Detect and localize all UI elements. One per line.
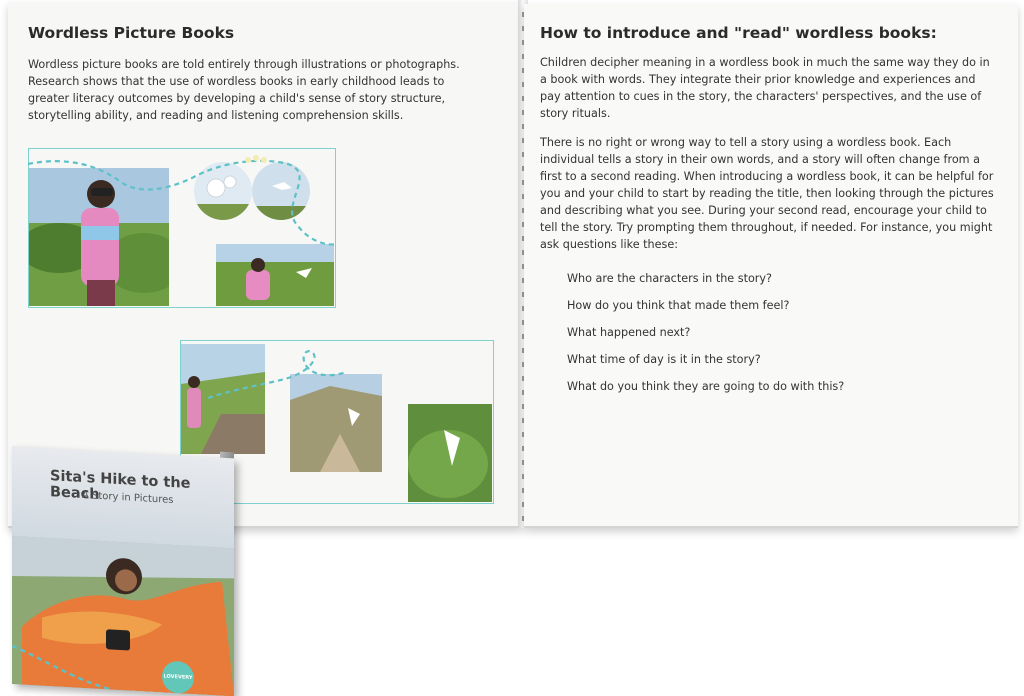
question-item: What do you think they are going to do with this? (567, 380, 845, 393)
photo-kite-bush (408, 404, 492, 502)
question-item: What time of day is it in the story? (567, 353, 761, 366)
right-page-paragraph-2: There is no right or wrong way to tell a story using a wordless book. Each individual tells a story in their own words, and a story will often change from a first to a second reading. When introducing a wordless book, it can be helpful for you and your child to start by reading the title, then looking through the pictures and describing what you see. During your second read, encourage your child to tell the story. Try prompting them throughout, if needed. For instance, you might ask questions like these: (540, 136, 994, 251)
right-page (524, 4, 1018, 528)
question-item: Who are the characters in the story? (567, 272, 772, 285)
mini-book-title: Sita's Hike to the Beach (50, 468, 191, 503)
question-item: What happened next? (567, 326, 691, 339)
left-page-body: Wordless picture books are told entirely through illustrations or photographs. Research shows that the use of wordless books in early childhood leads to greater literacy outcomes by developing a child's sense of story structure, storytelling ability, and reading and listening comprehension skills. (28, 58, 460, 122)
dashed-path-top (28, 146, 338, 256)
question-list (567, 272, 844, 407)
mini-book-front (12, 446, 234, 696)
mini-book-cover-photo (12, 506, 234, 696)
question-item: How do you think that made them feel? (567, 299, 790, 312)
right-page-title: How to introduce and "read" wordless books: (540, 24, 937, 42)
mini-book-subtitle: A Story in Pictures (82, 489, 174, 507)
right-page-paragraph-1: Children decipher meaning in a wordless book in much the same way they do in a book with words. They integrate their prior knowledge and experiences and pay attention to cues in the story, the characters' perspectives, and the use of story rituals. (540, 56, 990, 120)
publisher-badge-icon: LOVEVERY (162, 660, 194, 694)
left-page-title: Wordless Picture Books (28, 24, 235, 42)
mini-book-cover (2, 446, 240, 688)
dashed-path-bottom (208, 348, 348, 404)
